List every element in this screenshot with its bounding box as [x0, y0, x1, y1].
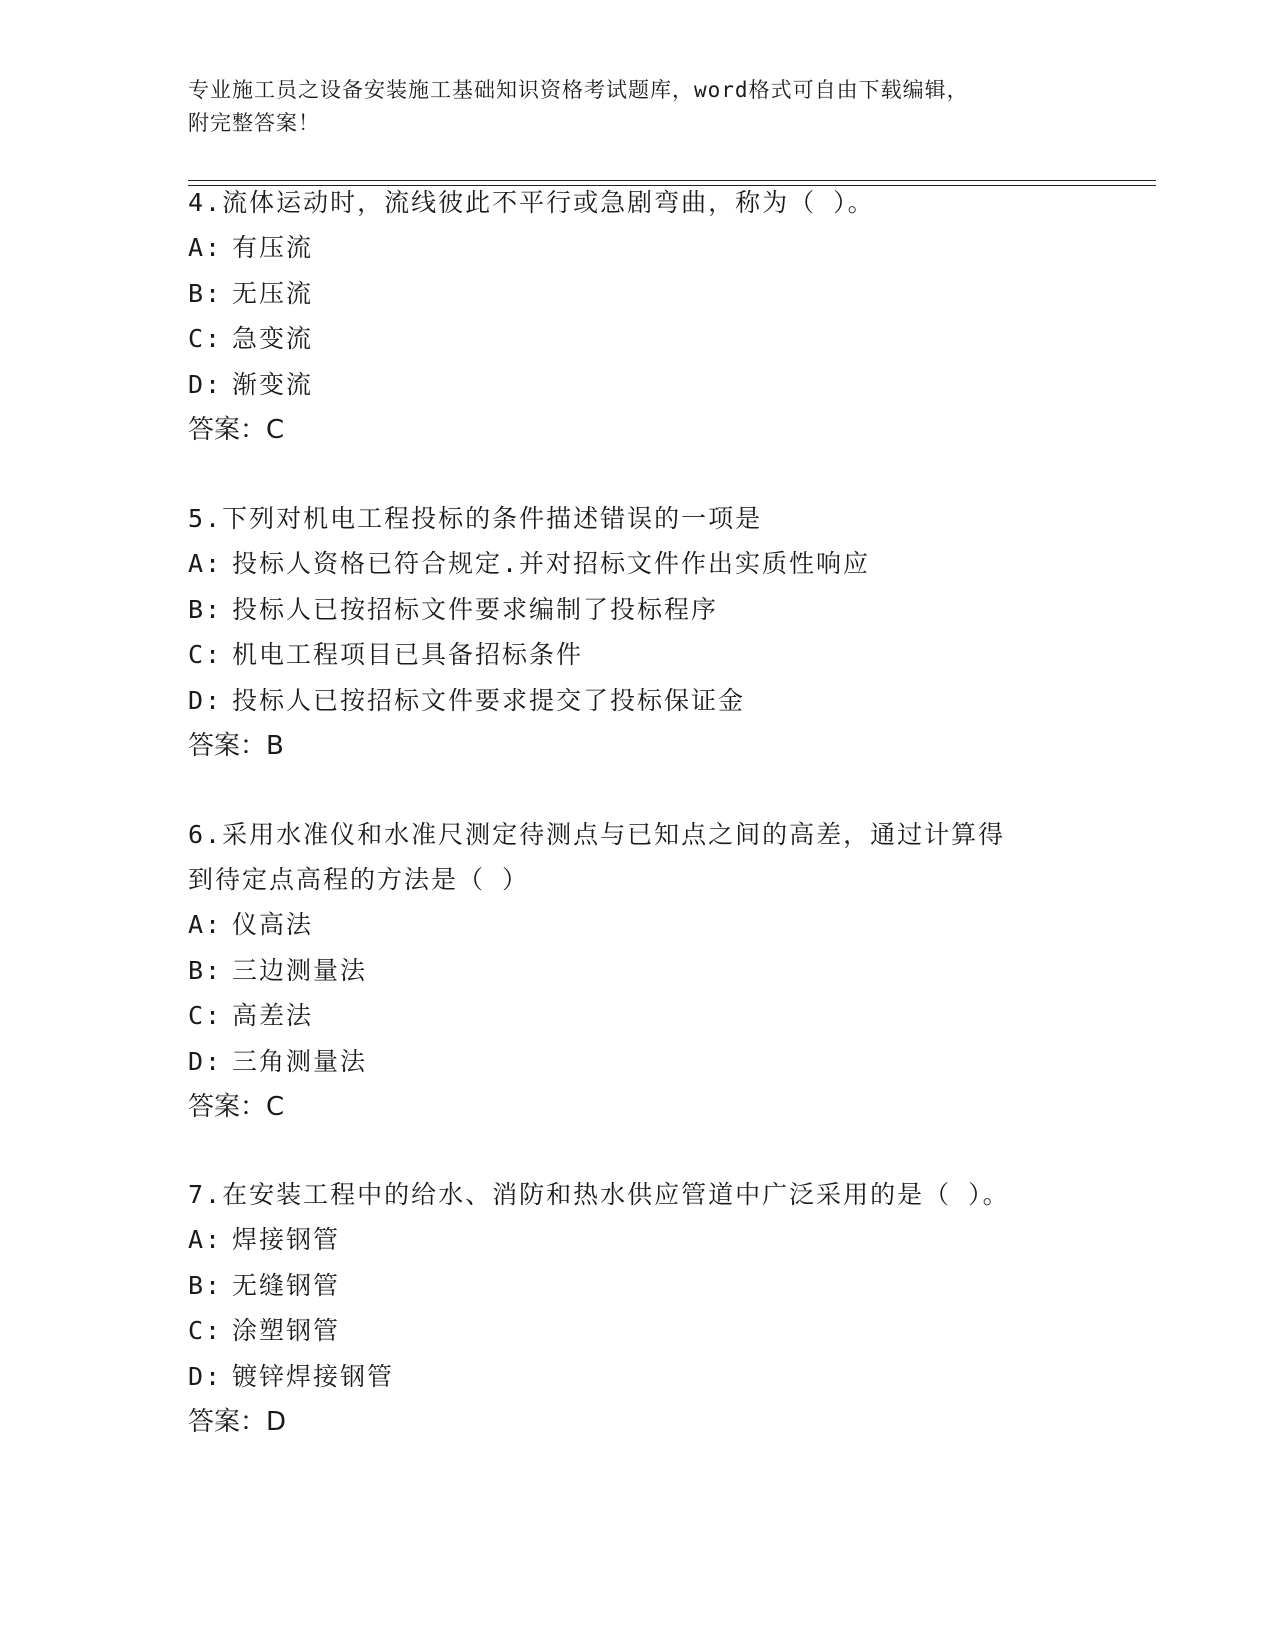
question-stem: 6.采用水准仪和水准尺测定待测点与已知点之间的高差，通过计算得: [188, 820, 1006, 849]
question-stem: 4.流体运动时，流线彼此不平行或急剧弯曲，称为（ ）。: [188, 188, 875, 217]
option-key: B:: [188, 1270, 223, 1300]
header-line-1: 专业施工员之设备安装施工基础知识资格考试题库，word格式可自由下载编辑，: [188, 78, 969, 102]
option-b: [188, 587, 1108, 633]
option-key: C:: [188, 1316, 223, 1345]
option-key: B:: [188, 594, 223, 624]
option-key: D:: [188, 369, 223, 399]
option-key: B:: [188, 955, 223, 985]
option-a: [188, 541, 1108, 587]
answer-line: 答案：C: [188, 1092, 285, 1122]
option-key: C:: [188, 324, 223, 353]
option-c: [188, 993, 1108, 1039]
option-d: [188, 1354, 1108, 1400]
answer-line: 答案：B: [188, 731, 284, 761]
option-text: 渐变流: [232, 369, 314, 399]
option-text: 高差法: [232, 1001, 314, 1030]
option-key: C:: [188, 640, 223, 669]
option-text: 有压流: [232, 233, 314, 262]
option-text: 涂塑钢管: [232, 1316, 341, 1345]
option-text: 镀锌焊接钢管: [232, 1361, 395, 1391]
option-text: 无缝钢管: [232, 1270, 341, 1300]
option-text: 仪高法: [232, 910, 314, 939]
option-key: D:: [188, 685, 223, 715]
option-text: 焊接钢管: [232, 1225, 341, 1254]
option-key: D:: [188, 1361, 223, 1391]
answer-line: 答案：C: [188, 415, 285, 445]
option-text: 三角测量法: [232, 1046, 368, 1076]
option-text: 无压流: [232, 278, 314, 308]
option-text: 投标人已按招标文件要求提交了投标保证金: [232, 685, 746, 715]
option-key: A:: [188, 233, 223, 262]
option-d: [188, 362, 1108, 408]
option-key: A:: [188, 549, 223, 578]
question-stem: 5.下列对机电工程投标的条件描述错误的一项是: [188, 504, 763, 533]
option-b: [188, 271, 1108, 317]
option-c: [188, 1308, 1108, 1354]
option-text: 投标人已按招标文件要求编制了投标程序: [232, 594, 719, 624]
question-7: [188, 1172, 1108, 1445]
question-stem-continued: 到待定点高程的方法是（ ）: [188, 865, 530, 894]
option-d: [188, 1039, 1108, 1085]
header-line-2: 附完整答案！: [188, 111, 320, 135]
option-text: 三边测量法: [232, 955, 368, 985]
option-c: [188, 316, 1108, 362]
option-text: 急变流: [232, 324, 314, 353]
option-d: [188, 678, 1108, 724]
option-a: [188, 902, 1108, 948]
option-a: [188, 225, 1108, 271]
option-text: 机电工程项目已具备招标条件: [232, 640, 584, 669]
question-stem: 7.在安装工程中的给水、消防和热水供应管道中广泛采用的是（ ）。: [188, 1180, 1010, 1209]
option-a: [188, 1217, 1108, 1263]
option-c: [188, 632, 1108, 678]
question-4: [188, 180, 1108, 453]
option-b: [188, 1263, 1108, 1309]
option-key: C:: [188, 1001, 223, 1030]
option-key: A:: [188, 910, 223, 939]
answer-line: 答案：D: [188, 1407, 287, 1437]
option-b: [188, 948, 1108, 994]
option-text: 投标人资格已符合规定.并对招标文件作出实质性响应: [232, 549, 871, 578]
option-key: D:: [188, 1046, 223, 1076]
question-6: [188, 812, 1108, 1130]
option-key: B:: [188, 278, 223, 308]
question-5: [188, 496, 1108, 769]
option-key: A:: [188, 1225, 223, 1254]
document-header: [188, 74, 1068, 140]
